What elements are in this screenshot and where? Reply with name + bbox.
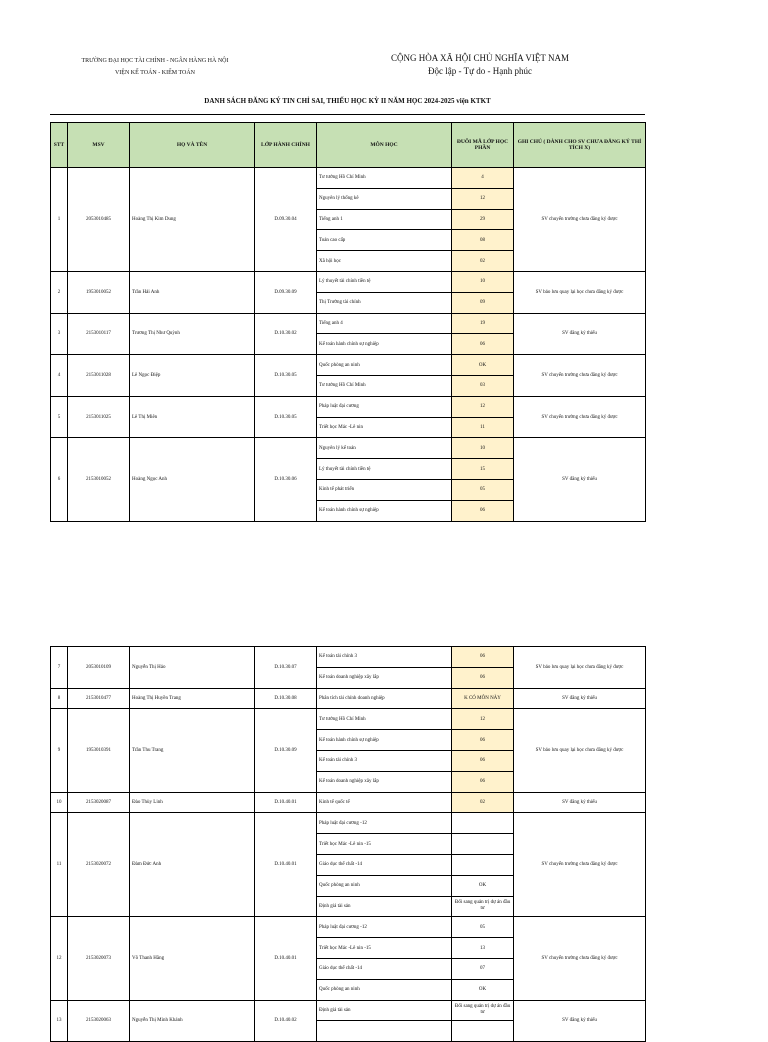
class-cell: D.10.40.01 <box>255 917 317 1000</box>
subject-cell: Giáo dục thể chất -14 <box>317 958 452 979</box>
subject-cell: Lý thuyết tài chính tiền tệ <box>317 271 452 292</box>
subject-cell: Nguyên lý thống kê <box>317 188 452 209</box>
national-slogan: Độc lập - Tự do - Hạnh phúc <box>428 66 532 76</box>
subject-cell: Định giá tài sản <box>317 1000 452 1021</box>
note-cell: SV chuyển trường chưa đăng ký được <box>514 355 646 397</box>
class-cell: D.10.30.05 <box>255 355 317 397</box>
subject-cell: Quốc phòng an ninh <box>317 355 452 376</box>
col-subject: MÔN HỌC <box>317 123 452 168</box>
subject-cell: Kinh tế quốc tế <box>317 792 452 813</box>
table-row <box>51 917 646 938</box>
subject-cell: Kế toán tài chính 3 <box>317 750 452 771</box>
subject-cell: Tư tưởng Hồ Chí Minh <box>317 168 452 189</box>
table-row <box>51 168 646 189</box>
class-code-cell: Đổi sang quản trị dự án đầu tư <box>452 1000 514 1021</box>
class-cell: D.10.30.05 <box>255 396 317 438</box>
note-cell: SV đăng ký thiếu <box>514 792 646 813</box>
subject-cell: Pháp luật đại cương <box>317 396 452 417</box>
name-cell: Hoàng Ngọc Anh <box>130 438 255 521</box>
table-row <box>51 688 646 709</box>
class-code-cell: 05 <box>452 917 514 938</box>
note-cell: SV đăng ký thiếu <box>514 688 646 709</box>
subject-cell: Tư tưởng Hồ Chí Minh <box>317 375 452 396</box>
class-cell: D.10.40.02 <box>255 1000 317 1042</box>
col-msv: MSV <box>68 123 130 168</box>
col-stt: STT <box>51 123 68 168</box>
name-cell: Trương Thị Như Quỳnh <box>130 313 255 355</box>
col-note: GHI CHÚ ( DÀNH CHO SV CHƯA ĐĂNG KÝ THỈ TÍCH X) <box>514 123 646 168</box>
class-code-cell: 03 <box>452 375 514 396</box>
table-row <box>51 813 646 834</box>
subject-cell: Kế toán doanh nghiệp xây lắp <box>317 667 452 688</box>
subject-cell: Định giá tài sản <box>317 896 452 917</box>
registration-table-continued <box>50 646 646 1042</box>
subject-cell: Kế toán doanh nghiệp xây lắp <box>317 771 452 792</box>
class-code-cell: OK <box>452 875 514 896</box>
name-cell: Trần Thu Trang <box>130 709 255 792</box>
subject-cell: Tư tưởng Hồ Chí Minh <box>317 709 452 730</box>
table-row <box>51 709 646 730</box>
subject-cell: Xã hội học <box>317 251 452 272</box>
class-cell: D.09.30.04 <box>255 168 317 272</box>
class-code-cell: OK <box>452 979 514 1000</box>
class-code-cell <box>452 834 514 855</box>
stt-cell: 9 <box>51 709 68 792</box>
class-code-cell: 4 <box>452 168 514 189</box>
msv-cell: 1953010052 <box>68 271 130 313</box>
name-cell: Đàm Đức Anh <box>130 813 255 917</box>
class-code-cell: 09 <box>452 292 514 313</box>
msv-cell: 1953010391 <box>68 709 130 792</box>
document-title: DANH SÁCH ĐĂNG KÝ TIN CHỈ SAI, THIẾU HỌC KỲ II NĂM HỌC 2024-2025 viện KTKT <box>204 97 491 105</box>
note-cell: SV chuyển trường chưa đăng ký được <box>514 168 646 272</box>
class-code-cell: 15 <box>452 459 514 480</box>
table-row <box>51 438 646 459</box>
subject-cell: Tiếng anh 1 <box>317 209 452 230</box>
msv-cell: 2153010117 <box>68 313 130 355</box>
class-code-cell: 06 <box>452 730 514 751</box>
note-cell: SV chuyển trường chưa đăng ký được <box>514 917 646 1000</box>
class-code-cell: 29 <box>452 209 514 230</box>
subject-cell: Pháp luật đại cương -12 <box>317 813 452 834</box>
subject-cell: Kế toán tài chính 3 <box>317 647 452 668</box>
subject-cell: Kế toán hành chính sự nghiệp <box>317 500 452 521</box>
class-code-cell: 07 <box>452 958 514 979</box>
table-row <box>51 355 646 376</box>
note-cell: SV bảo lưu quay lại học chưa đăng ký được <box>514 647 646 689</box>
subject-cell: Kinh tế phát triển <box>317 479 452 500</box>
table-header-row <box>51 123 646 168</box>
class-code-cell: 06 <box>452 771 514 792</box>
class-cell: D.10.40.01 <box>255 792 317 813</box>
note-cell: SV chuyển trường chưa đăng ký được <box>514 813 646 917</box>
stt-cell: 2 <box>51 271 68 313</box>
subject-cell: Triết học Mác -Lê nin -15 <box>317 938 452 959</box>
stt-cell: 12 <box>51 917 68 1000</box>
subject-cell: Tiếng anh 4 <box>317 313 452 334</box>
name-cell: Lê Thị Miên <box>130 396 255 438</box>
class-code-cell: 12 <box>452 188 514 209</box>
class-cell: D.10.30.06 <box>255 438 317 521</box>
note-cell: SV đăng ký thiếu <box>514 313 646 355</box>
name-cell: Hoàng Thị Huyền Trang <box>130 688 255 709</box>
note-cell: SV bảo lưu quay lại học chưa đăng ký được <box>514 271 646 313</box>
msv-cell: 2153010477 <box>68 688 130 709</box>
stt-cell: 8 <box>51 688 68 709</box>
class-cell: D.10.30.02 <box>255 313 317 355</box>
subject-cell: Lý thuyết tài chính tiền tệ <box>317 459 452 480</box>
subject-cell: Kế toán hành chính sự nghiệp <box>317 730 452 751</box>
name-cell: Trần Hải Anh <box>130 271 255 313</box>
name-cell: Đào Thùy Linh <box>130 792 255 813</box>
school-name: TRƯỜNG ĐẠI HỌC TÀI CHÍNH - NGÂN HÀNG HÀ NỘI <box>81 58 229 64</box>
national-motto: CỘNG HÒA XÃ HỘI CHỦ NGHĨA VIỆT NAM <box>391 53 569 63</box>
class-code-cell: 19 <box>452 313 514 334</box>
registration-table <box>50 122 646 522</box>
class-code-cell <box>452 813 514 834</box>
table-body-page2 <box>51 647 646 1042</box>
msv-cell: 2153020072 <box>68 813 130 917</box>
class-cell: D.10.30.08 <box>255 688 317 709</box>
institute-name: VIỆN KẾ TOÁN - KIỂM TOÁN <box>114 70 196 76</box>
table-row <box>51 271 646 292</box>
name-cell: Võ Thanh Hằng <box>130 917 255 1000</box>
note-cell: SV đăng ký thiếu <box>514 438 646 521</box>
subject-cell: Triết học Mác -Lê nin -15 <box>317 834 452 855</box>
msv-cell: 2053010109 <box>68 647 130 689</box>
class-code-cell: 06 <box>452 667 514 688</box>
stt-cell: 7 <box>51 647 68 689</box>
class-code-cell: 10 <box>452 271 514 292</box>
class-cell: D.10.30.09 <box>255 709 317 792</box>
class-code-cell: 12 <box>452 396 514 417</box>
class-code-cell: 06 <box>452 647 514 668</box>
class-code-cell: 06 <box>452 500 514 521</box>
class-code-cell: 05 <box>452 479 514 500</box>
subject-cell: Thị Trường tài chính <box>317 292 452 313</box>
national-header <box>360 52 600 78</box>
table-row <box>51 396 646 417</box>
school-header <box>60 55 250 79</box>
class-cell: D.10.30.07 <box>255 647 317 689</box>
class-code-cell: 02 <box>452 251 514 272</box>
subject-cell: Pháp luật đại cương -12 <box>317 917 452 938</box>
class-code-cell: 12 <box>452 709 514 730</box>
note-cell: SV đăng ký thiếu <box>514 1000 646 1042</box>
name-cell: Nguyễn Thị Minh Khánh <box>130 1000 255 1042</box>
stt-cell: 6 <box>51 438 68 521</box>
msv-cell: 2153011028 <box>68 355 130 397</box>
stt-cell: 3 <box>51 313 68 355</box>
class-code-cell: 13 <box>452 938 514 959</box>
subject-cell: Phân tích tài chính doanh nghiệp <box>317 688 452 709</box>
note-cell: SV chuyển trường chưa đăng ký được <box>514 396 646 438</box>
name-cell: Hoàng Thị Kim Dung <box>130 168 255 272</box>
title-divider <box>50 114 645 115</box>
class-code-cell: 06 <box>452 750 514 771</box>
class-cell: D.09.30.09 <box>255 271 317 313</box>
stt-cell: 5 <box>51 396 68 438</box>
note-cell: SV bảo lưu quay lại học chưa đăng ký được <box>514 709 646 792</box>
stt-cell: 11 <box>51 813 68 917</box>
msv-cell: 2153020073 <box>68 917 130 1000</box>
table-row <box>51 1000 646 1021</box>
subject-cell: Triết học Mác -Lê nin <box>317 417 452 438</box>
col-name: HỌ VÀ TÊN <box>130 123 255 168</box>
class-cell: D.10.40.01 <box>255 813 317 917</box>
class-code-cell: OK <box>452 355 514 376</box>
class-code-cell: 10 <box>452 438 514 459</box>
class-code-cell <box>452 854 514 875</box>
name-cell: Lê Ngọc Điệp <box>130 355 255 397</box>
subject-cell: Kế toán hành chính sự nghiệp <box>317 334 452 355</box>
stt-cell: 4 <box>51 355 68 397</box>
msv-cell: 2053010485 <box>68 168 130 272</box>
table-body-page1 <box>51 168 646 522</box>
class-code-cell: Đổi sang quản trị dự án đầu tư <box>452 896 514 917</box>
table-row <box>51 313 646 334</box>
col-code: ĐUÔI MÃ LỚP HỌC PHẦN <box>452 123 514 168</box>
msv-cell: 2153010052 <box>68 438 130 521</box>
table-row <box>51 792 646 813</box>
stt-cell: 1 <box>51 168 68 272</box>
subject-cell: Quốc phòng an ninh <box>317 875 452 896</box>
class-code-cell: K CÓ MÔN NÀY <box>452 688 514 709</box>
class-code-cell: 02 <box>452 792 514 813</box>
subject-cell: Toán cao cấp <box>317 230 452 251</box>
col-class: LỚP HÀNH CHÍNH <box>255 123 317 168</box>
subject-cell: Quốc phòng an ninh <box>317 979 452 1000</box>
class-code-cell: 11 <box>452 417 514 438</box>
stt-cell: 10 <box>51 792 68 813</box>
table-row <box>51 647 646 668</box>
msv-cell: 2153020087 <box>68 792 130 813</box>
subject-cell: Nguyên lý kế toán <box>317 438 452 459</box>
stt-cell: 13 <box>51 1000 68 1042</box>
class-code-cell: 08 <box>452 230 514 251</box>
class-code-cell: 06 <box>452 334 514 355</box>
subject-cell: Giáo dục thể chất -14 <box>317 854 452 875</box>
msv-cell: 2153011025 <box>68 396 130 438</box>
msv-cell: 2153020063 <box>68 1000 130 1042</box>
name-cell: Nguyễn Thị Hảo <box>130 647 255 689</box>
